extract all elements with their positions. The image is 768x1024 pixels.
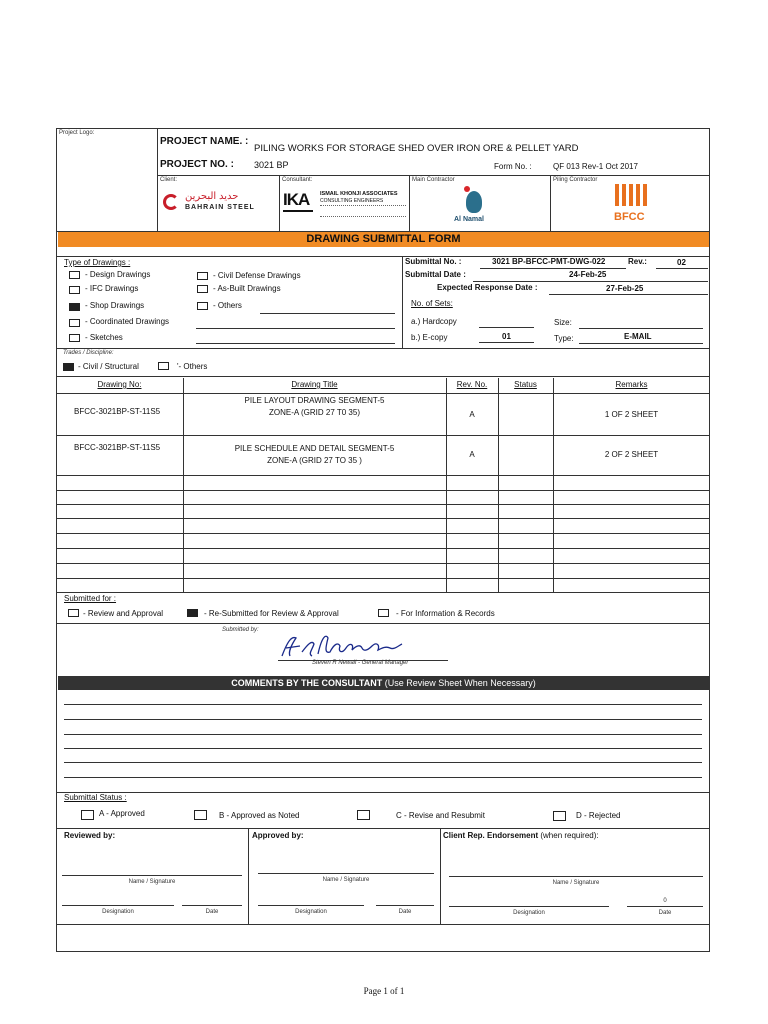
comments-title: COMMENTS BY THE CONSULTANT <box>231 678 383 688</box>
client-date-value: 0 <box>663 898 667 904</box>
reviewed-date: Date <box>205 909 219 915</box>
submittal-no: 3021 BP-BFCC-PMT-DWG-022 <box>492 257 606 266</box>
design-drawings-checkbox[interactable] <box>69 271 80 279</box>
reviewed-designation: Designation <box>102 909 134 915</box>
form-no-label: Form No. : <box>494 162 532 171</box>
row1-title-line2: ZONE-A (GRID 27 T0 35) <box>269 408 360 417</box>
sketches-label: - Sketches <box>85 333 123 342</box>
client-designation: Designation <box>513 910 545 916</box>
ecopy-label: b.) E-copy <box>411 333 448 342</box>
consultant-sub: CONSULTING ENGINEERS <box>320 198 384 204</box>
consultant-name: ISMAIL KHONJI ASSOCIATES <box>320 191 398 197</box>
row2-rev: A <box>469 450 475 459</box>
ecopy-value: 01 <box>502 332 511 341</box>
type-value: E-MAIL <box>624 332 652 341</box>
client-endorsement-title: Client Rep. Endorsement <box>443 831 539 840</box>
form-title: DRAWING SUBMITTAL FORM <box>58 232 709 247</box>
al-namal-logo <box>458 186 488 216</box>
col-rev-no: Rev. No. <box>456 380 488 389</box>
trades-others-checkbox[interactable] <box>158 362 169 370</box>
trades-label: Trades / Discipline: <box>63 350 114 356</box>
project-name: PILING WORKS FOR STORAGE SHED OVER IRON ORE & PELLET YARD <box>254 143 579 154</box>
submittal-status-label: Submittal Status : <box>64 793 127 802</box>
project-logo-label: Project Logo: <box>59 130 95 136</box>
others-checkbox[interactable] <box>197 302 208 310</box>
ifc-drawings-checkbox[interactable] <box>69 286 80 294</box>
col-remarks: Remarks <box>615 380 648 389</box>
project-no: 3021 BP <box>254 160 289 170</box>
comments-sub: (Use Review Sheet When Necessary) <box>384 678 536 688</box>
type-of-drawings-label: Type of Drawings : <box>64 258 131 267</box>
approved-by-label: Approved by: <box>252 831 304 840</box>
rev-label: Rev.: <box>628 257 647 266</box>
others-label: - Others <box>213 301 242 310</box>
client-label: Client: <box>160 177 178 183</box>
expected-date-label: Expected Response Date : <box>437 283 538 292</box>
project-name-label: PROJECT NAME. : <box>160 136 249 147</box>
expected-date: 27-Feb-25 <box>606 284 644 293</box>
client-date: Date <box>658 910 672 916</box>
civil-structural-label: - Civil / Structural <box>78 362 139 371</box>
row1-title-line1: PILE LAYOUT DRAWING SEGMENT-5 <box>244 396 385 405</box>
hardcopy-label: a.) Hardcopy <box>411 317 457 326</box>
bfcc-logo <box>615 184 650 208</box>
page-number: Page 1 of 1 <box>363 986 405 996</box>
information-label: - For Information & Records <box>396 609 495 618</box>
shop-drawings-checkbox[interactable] <box>69 303 80 311</box>
form-no: QF 013 Rev-1 Oct 2017 <box>553 162 638 171</box>
submitted-by-label: Submitted by: <box>222 627 259 633</box>
type-label: Type: <box>554 334 574 343</box>
status-c-checkbox[interactable] <box>357 810 370 820</box>
submitted-by-name: Steven R Newall - General Manager <box>312 660 409 666</box>
sets-label: No. of Sets: <box>411 299 453 308</box>
sketches-checkbox[interactable] <box>69 334 80 342</box>
ika-logo: IKA <box>283 190 310 209</box>
review-approval-label: - Review and Approval <box>83 609 164 618</box>
client-name-signature: Name / Signature <box>552 880 600 886</box>
row2-title-line1: PILE SCHEDULE AND DETAIL SEGMENT-5 <box>234 444 395 453</box>
resubmitted-label: - Re-Submitted for Review & Approval <box>204 609 339 618</box>
civil-structural-checkbox[interactable] <box>63 363 74 371</box>
bahrain-steel-logo: حديد البحرين BAHRAIN STEEL <box>163 192 275 216</box>
row2-remarks: 2 OF 2 SHEET <box>604 450 659 459</box>
consultant-label: Consultant: <box>282 177 313 183</box>
as-built-label: - As-Built Drawings <box>213 284 281 293</box>
status-a-label: A - Approved <box>99 809 145 818</box>
reviewed-by-label: Reviewed by: <box>64 831 116 840</box>
main-contractor-label: Main Contractor <box>412 177 455 183</box>
table-row: BFCC-3021BP-ST-11S5 <box>74 443 161 452</box>
submitted-for-label: Submitted for : <box>64 594 117 603</box>
client-endorsement-sub: (when required): <box>540 831 599 840</box>
approved-date: Date <box>398 909 412 915</box>
submittal-date-label: Submittal Date : <box>405 270 466 279</box>
resubmitted-checkbox[interactable] <box>187 609 198 617</box>
submittal-no-label: Submittal No. : <box>405 257 462 266</box>
submittal-date: 24-Feb-25 <box>569 270 607 279</box>
reviewed-name-signature: Name / Signature <box>128 879 176 885</box>
project-no-label: PROJECT NO. : <box>160 159 234 170</box>
size-label: Size: <box>554 318 572 327</box>
table-row: BFCC-3021BP-ST-11S5 <box>74 407 161 416</box>
as-built-checkbox[interactable] <box>197 285 208 293</box>
review-approval-checkbox[interactable] <box>68 609 79 617</box>
col-status: Status <box>514 380 537 389</box>
row1-remarks: 1 OF 2 SHEET <box>604 410 659 419</box>
status-b-label: B - Approved as Noted <box>219 811 300 820</box>
status-d-checkbox[interactable] <box>553 811 566 821</box>
rev-value: 02 <box>677 258 686 267</box>
client-endorsement-label <box>443 831 599 840</box>
piling-contractor-label: Piling Contractor <box>553 177 598 183</box>
row2-title-line2: ZONE-A (GRID 27 TO 35 ) <box>267 456 362 465</box>
col-drawing-no: Drawing No: <box>97 380 142 389</box>
approved-designation: Designation <box>295 909 327 915</box>
col-drawing-title: Drawing Title <box>291 380 338 389</box>
comments-title-bar <box>58 676 709 690</box>
information-checkbox[interactable] <box>378 609 389 617</box>
status-b-checkbox[interactable] <box>194 810 207 820</box>
shop-drawings-label: - Shop Drawings <box>85 301 145 310</box>
design-drawings-label: - Design Drawings <box>85 270 151 279</box>
row1-rev: A <box>469 410 475 419</box>
approved-name-signature: Name / Signature <box>322 877 370 883</box>
coordinated-drawings-label: - Coordinated Drawings <box>85 317 170 326</box>
status-a-checkbox[interactable] <box>81 810 94 820</box>
status-c-label: C - Revise and Resubmit <box>396 811 485 820</box>
coordinated-drawings-checkbox[interactable] <box>69 319 80 327</box>
signature-image <box>278 630 418 662</box>
civil-defense-label: - Civil Defense Drawings <box>213 271 301 280</box>
status-d-label: D - Rejected <box>576 811 621 820</box>
trades-others-label: '- Others <box>177 362 208 371</box>
ifc-drawings-label: - IFC Drawings <box>85 284 139 293</box>
civil-defense-checkbox[interactable] <box>197 272 208 280</box>
